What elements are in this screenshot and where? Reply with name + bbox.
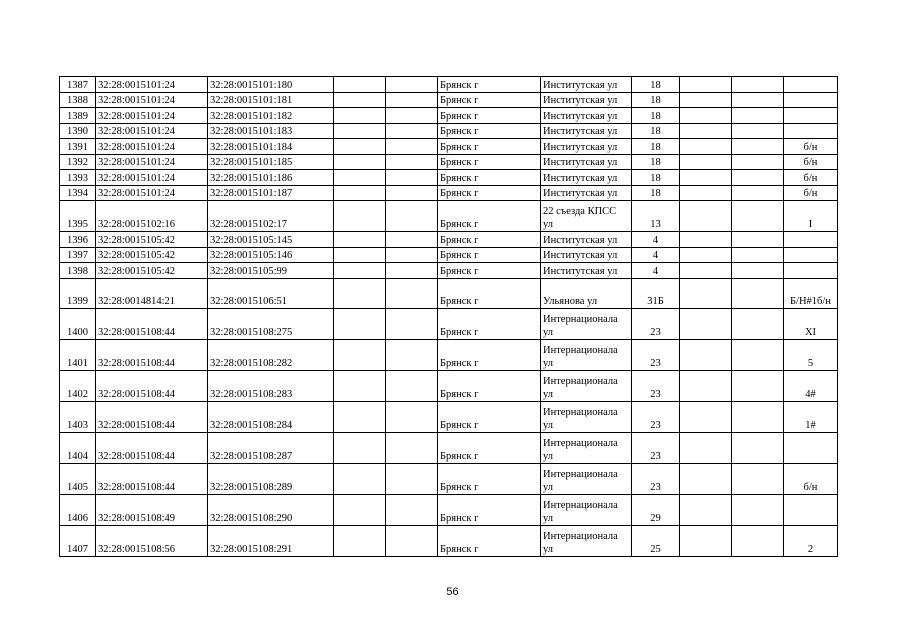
empty-cell xyxy=(732,494,784,525)
empty-cell xyxy=(386,123,438,139)
table-row xyxy=(60,247,838,263)
empty-cell xyxy=(334,278,386,308)
cadastral-object-cell: 32:28:0015105:99 xyxy=(208,263,334,279)
city-cell: Брянск г xyxy=(438,432,541,463)
city-cell: Брянск г xyxy=(438,494,541,525)
house-cell: 18 xyxy=(632,108,680,124)
apartment-cell xyxy=(784,123,838,139)
empty-cell xyxy=(334,108,386,124)
empty-cell xyxy=(386,201,438,232)
empty-cell xyxy=(386,92,438,108)
empty-cell xyxy=(680,494,732,525)
street-cell xyxy=(541,92,632,108)
house-cell: 23 xyxy=(632,463,680,494)
cadastral-object-cell: 32:28:0015108:282 xyxy=(208,339,334,370)
city-cell: Брянск г xyxy=(438,185,541,201)
table-row xyxy=(60,339,838,370)
row-number-cell: 1399 xyxy=(60,278,96,308)
empty-cell xyxy=(386,154,438,170)
cadastral-block-cell: 32:28:0015101:24 xyxy=(96,185,208,201)
empty-cell xyxy=(680,123,732,139)
cadastral-block-cell: 32:28:0015108:49 xyxy=(96,494,208,525)
city-cell: Брянск г xyxy=(438,247,541,263)
empty-cell xyxy=(732,123,784,139)
apartment-cell: 5 xyxy=(784,339,838,370)
street-cell xyxy=(541,278,632,308)
city-cell: Брянск г xyxy=(438,123,541,139)
cadastral-object-cell: 32:28:0015101:184 xyxy=(208,139,334,155)
table-row xyxy=(60,123,838,139)
empty-cell xyxy=(680,232,732,248)
empty-cell xyxy=(386,339,438,370)
city-cell: Брянск г xyxy=(438,108,541,124)
street-line: Институтская ул xyxy=(543,172,618,184)
empty-cell xyxy=(680,525,732,556)
street-cell xyxy=(541,263,632,279)
street-cell xyxy=(541,123,632,139)
cadastral-block-cell: 32:28:0015101:24 xyxy=(96,139,208,155)
house-cell: 25 xyxy=(632,525,680,556)
cadastral-block-cell: 32:28:0015101:24 xyxy=(96,123,208,139)
city-cell: Брянск г xyxy=(438,308,541,339)
empty-cell xyxy=(334,170,386,186)
street-cell xyxy=(541,339,632,370)
street-cell xyxy=(541,139,632,155)
row-number-cell: 1392 xyxy=(60,154,96,170)
street-line: Интернационала xyxy=(543,468,618,480)
empty-cell xyxy=(680,432,732,463)
empty-cell xyxy=(386,77,438,93)
apartment-cell: б/н xyxy=(784,139,838,155)
row-number-cell: 1394 xyxy=(60,185,96,201)
row-number-cell: 1391 xyxy=(60,139,96,155)
empty-cell xyxy=(732,170,784,186)
empty-cell xyxy=(334,525,386,556)
street-line: ул xyxy=(543,512,554,524)
street-cell xyxy=(541,370,632,401)
cadastral-block-cell: 32:28:0015108:44 xyxy=(96,308,208,339)
table-row xyxy=(60,263,838,279)
street-line: ул xyxy=(543,543,554,555)
street-line: ул xyxy=(543,357,554,369)
row-number-cell: 1401 xyxy=(60,339,96,370)
table-row xyxy=(60,170,838,186)
row-number-cell: 1395 xyxy=(60,201,96,232)
row-number-cell: 1405 xyxy=(60,463,96,494)
row-number-cell: 1390 xyxy=(60,123,96,139)
cadastral-block-cell: 32:28:0015101:24 xyxy=(96,170,208,186)
street-line: Институтская ул xyxy=(543,250,618,261)
empty-cell xyxy=(386,247,438,263)
empty-cell xyxy=(386,432,438,463)
table-row xyxy=(60,154,838,170)
street-line: Институтская ул xyxy=(543,79,618,91)
cadastral-object-cell: 32:28:0015108:284 xyxy=(208,401,334,432)
street-cell xyxy=(541,494,632,525)
house-cell: 29 xyxy=(632,494,680,525)
empty-cell xyxy=(680,370,732,401)
empty-cell xyxy=(334,92,386,108)
street-line: 22 съезда КПСС xyxy=(543,206,617,217)
street-cell xyxy=(541,108,632,124)
street-line: ул xyxy=(543,326,554,338)
cadastral-object-cell: 32:28:0015106:51 xyxy=(208,278,334,308)
empty-cell xyxy=(732,77,784,93)
cadastral-block-cell: 32:28:0015108:56 xyxy=(96,525,208,556)
empty-cell xyxy=(386,308,438,339)
street-cell xyxy=(541,432,632,463)
empty-cell xyxy=(386,494,438,525)
apartment-cell xyxy=(784,494,838,525)
empty-cell xyxy=(334,154,386,170)
registry-table xyxy=(59,76,838,557)
house-cell: 18 xyxy=(632,77,680,93)
empty-cell xyxy=(732,278,784,308)
empty-cell xyxy=(732,432,784,463)
house-cell: 4 xyxy=(632,232,680,248)
cadastral-object-cell: 32:28:0015105:146 xyxy=(208,247,334,263)
street-cell xyxy=(541,77,632,93)
house-cell: 18 xyxy=(632,92,680,108)
row-number-cell: 1407 xyxy=(60,525,96,556)
empty-cell xyxy=(334,247,386,263)
street-line: Интернационала xyxy=(543,499,618,511)
table-row xyxy=(60,401,838,432)
cadastral-block-cell: 32:28:0015108:44 xyxy=(96,370,208,401)
empty-cell xyxy=(334,232,386,248)
apartment-cell: 4# xyxy=(784,370,838,401)
cadastral-block-cell: 32:28:0015101:24 xyxy=(96,108,208,124)
cadastral-block-cell: 32:28:0015105:42 xyxy=(96,232,208,248)
apartment-cell xyxy=(784,92,838,108)
empty-cell xyxy=(732,247,784,263)
empty-cell xyxy=(334,339,386,370)
page-number: 56 xyxy=(446,586,459,598)
empty-cell xyxy=(334,201,386,232)
house-cell: 18 xyxy=(632,123,680,139)
apartment-cell: I xyxy=(784,201,838,232)
row-number-cell: 1398 xyxy=(60,263,96,279)
apartment-cell: 1# xyxy=(784,401,838,432)
street-line: Институтская ул xyxy=(543,265,618,277)
table-row xyxy=(60,463,838,494)
city-cell: Брянск г xyxy=(438,139,541,155)
empty-cell xyxy=(334,123,386,139)
empty-cell xyxy=(386,525,438,556)
house-cell: 23 xyxy=(632,308,680,339)
row-number-cell: 1402 xyxy=(60,370,96,401)
apartment-cell: б/н xyxy=(784,185,838,201)
empty-cell xyxy=(386,185,438,201)
street-cell xyxy=(541,185,632,201)
empty-cell xyxy=(334,263,386,279)
cadastral-block-cell: 32:28:0015108:44 xyxy=(96,401,208,432)
empty-cell xyxy=(386,401,438,432)
street-line: ул xyxy=(543,481,554,493)
apartment-cell xyxy=(784,108,838,124)
street-line: ул xyxy=(543,419,554,431)
cadastral-block-cell: 32:28:0015108:44 xyxy=(96,432,208,463)
table-row xyxy=(60,432,838,463)
street-cell xyxy=(541,170,632,186)
house-cell: 31Б xyxy=(632,278,680,308)
street-line: Институтская ул xyxy=(543,234,618,246)
apartment-cell: б/н xyxy=(784,463,838,494)
row-number-cell: 1400 xyxy=(60,308,96,339)
street-cell xyxy=(541,154,632,170)
city-cell: Брянск г xyxy=(438,77,541,93)
empty-cell xyxy=(680,139,732,155)
street-line: Интернационала xyxy=(543,406,618,418)
street-cell xyxy=(541,525,632,556)
empty-cell xyxy=(386,170,438,186)
empty-cell xyxy=(732,201,784,232)
street-line: Институтская ул xyxy=(543,110,618,122)
empty-cell xyxy=(732,154,784,170)
empty-cell xyxy=(732,370,784,401)
city-cell: Брянск г xyxy=(438,463,541,494)
city-cell: Брянск г xyxy=(438,92,541,108)
empty-cell xyxy=(680,185,732,201)
house-cell: 4 xyxy=(632,247,680,263)
empty-cell xyxy=(386,370,438,401)
street-cell xyxy=(541,308,632,339)
empty-cell xyxy=(334,185,386,201)
house-cell: 23 xyxy=(632,432,680,463)
empty-cell xyxy=(334,494,386,525)
street-line: ул xyxy=(543,388,554,400)
empty-cell xyxy=(732,139,784,155)
city-cell: Брянск г xyxy=(438,370,541,401)
apartment-cell xyxy=(784,432,838,463)
table-row xyxy=(60,185,838,201)
empty-cell xyxy=(334,139,386,155)
street-line: Институтская ул xyxy=(543,157,618,168)
table-row xyxy=(60,232,838,248)
empty-cell xyxy=(386,108,438,124)
street-cell xyxy=(541,201,632,232)
cadastral-object-cell: 32:28:0015108:290 xyxy=(208,494,334,525)
empty-cell xyxy=(732,108,784,124)
street-line: Интернационала xyxy=(543,313,618,325)
row-number-cell: 1403 xyxy=(60,401,96,432)
empty-cell xyxy=(680,263,732,279)
street-line: Институтская ул xyxy=(543,141,618,153)
cadastral-object-cell: 32:28:0015101:185 xyxy=(208,154,334,170)
row-number-cell: 1388 xyxy=(60,92,96,108)
empty-cell xyxy=(334,77,386,93)
cadastral-block-cell: 32:28:0015108:44 xyxy=(96,339,208,370)
empty-cell xyxy=(680,170,732,186)
street-line: ул xyxy=(543,219,554,230)
cadastral-block-cell: 32:28:0015105:42 xyxy=(96,263,208,279)
table-row xyxy=(60,108,838,124)
house-cell: 23 xyxy=(632,339,680,370)
empty-cell xyxy=(680,201,732,232)
empty-cell xyxy=(680,308,732,339)
street-line: Институтская ул xyxy=(543,188,618,199)
row-number-cell: 1393 xyxy=(60,170,96,186)
row-number-cell: 1389 xyxy=(60,108,96,124)
empty-cell xyxy=(386,463,438,494)
street-line: Институтская ул xyxy=(543,126,618,137)
house-cell: 23 xyxy=(632,370,680,401)
city-cell: Брянск г xyxy=(438,232,541,248)
cadastral-object-cell: 32:28:0015102:17 xyxy=(208,201,334,232)
table-row xyxy=(60,525,838,556)
cadastral-object-cell: 32:28:0015101:186 xyxy=(208,170,334,186)
empty-cell xyxy=(680,92,732,108)
street-line: Интернационала xyxy=(543,530,618,542)
cadastral-block-cell: 32:28:0014814:21 xyxy=(96,278,208,308)
cadastral-object-cell: 32:28:0015101:187 xyxy=(208,185,334,201)
house-cell: 23 xyxy=(632,401,680,432)
apartment-cell: 2 xyxy=(784,525,838,556)
empty-cell xyxy=(732,185,784,201)
empty-cell xyxy=(732,232,784,248)
empty-cell xyxy=(680,247,732,263)
empty-cell xyxy=(680,401,732,432)
cadastral-object-cell: 32:28:0015108:283 xyxy=(208,370,334,401)
table-row xyxy=(60,370,838,401)
house-cell: 4 xyxy=(632,263,680,279)
street-cell xyxy=(541,232,632,248)
cadastral-object-cell: 32:28:0015101:182 xyxy=(208,108,334,124)
empty-cell xyxy=(680,108,732,124)
apartment-cell: Б/Н#1б/н xyxy=(784,278,838,308)
apartment-cell xyxy=(784,263,838,279)
cadastral-block-cell: 32:28:0015101:24 xyxy=(96,92,208,108)
cadastral-object-cell: 32:28:0015101:181 xyxy=(208,92,334,108)
street-cell xyxy=(541,463,632,494)
empty-cell xyxy=(386,232,438,248)
cadastral-block-cell: 32:28:0015102:16 xyxy=(96,201,208,232)
empty-cell xyxy=(680,339,732,370)
table-body xyxy=(60,77,838,557)
city-cell: Брянск г xyxy=(438,170,541,186)
empty-cell xyxy=(680,463,732,494)
empty-cell xyxy=(680,278,732,308)
street-cell xyxy=(541,401,632,432)
apartment-cell: б/н xyxy=(784,170,838,186)
cadastral-block-cell: 32:28:0015101:24 xyxy=(96,154,208,170)
empty-cell xyxy=(334,432,386,463)
street-cell xyxy=(541,247,632,263)
empty-cell xyxy=(732,401,784,432)
cadastral-object-cell: 32:28:0015108:289 xyxy=(208,463,334,494)
empty-cell xyxy=(386,263,438,279)
empty-cell xyxy=(386,139,438,155)
city-cell: Брянск г xyxy=(438,525,541,556)
apartment-cell: XI xyxy=(784,308,838,339)
street-line: Интернационала xyxy=(543,437,618,449)
empty-cell xyxy=(732,525,784,556)
city-cell: Брянск г xyxy=(438,278,541,308)
house-cell: 18 xyxy=(632,170,680,186)
street-line: Интернационала xyxy=(543,344,618,356)
house-cell: 13 xyxy=(632,201,680,232)
apartment-cell xyxy=(784,77,838,93)
city-cell: Брянск г xyxy=(438,154,541,170)
cadastral-block-cell: 32:28:0015101:24 xyxy=(96,77,208,93)
row-number-cell: 1406 xyxy=(60,494,96,525)
table-row xyxy=(60,77,838,93)
table-row xyxy=(60,92,838,108)
empty-cell xyxy=(732,308,784,339)
empty-cell xyxy=(732,92,784,108)
empty-cell xyxy=(732,339,784,370)
row-number-cell: 1397 xyxy=(60,247,96,263)
empty-cell xyxy=(680,77,732,93)
street-line: ул xyxy=(543,450,554,462)
house-cell: 18 xyxy=(632,154,680,170)
apartment-cell xyxy=(784,247,838,263)
table-row xyxy=(60,278,838,308)
cadastral-object-cell: 32:28:0015108:287 xyxy=(208,432,334,463)
house-cell: 18 xyxy=(632,139,680,155)
city-cell: Брянск г xyxy=(438,201,541,232)
apartment-cell: б/н xyxy=(784,154,838,170)
empty-cell xyxy=(680,154,732,170)
row-number-cell: 1396 xyxy=(60,232,96,248)
empty-cell xyxy=(732,463,784,494)
cadastral-object-cell: 32:28:0015101:183 xyxy=(208,123,334,139)
table-row xyxy=(60,308,838,339)
row-number-cell: 1387 xyxy=(60,77,96,93)
table-row xyxy=(60,494,838,525)
house-cell: 18 xyxy=(632,185,680,201)
empty-cell xyxy=(334,401,386,432)
street-line: Ульянова ул xyxy=(543,295,598,307)
empty-cell xyxy=(334,370,386,401)
row-number-cell: 1404 xyxy=(60,432,96,463)
cadastral-object-cell: 32:28:0015108:275 xyxy=(208,308,334,339)
cadastral-block-cell: 32:28:0015108:44 xyxy=(96,463,208,494)
empty-cell xyxy=(334,308,386,339)
street-line: Институтская ул xyxy=(543,95,618,106)
empty-cell xyxy=(732,263,784,279)
cadastral-block-cell: 32:28:0015105:42 xyxy=(96,247,208,263)
street-line: Интернационала xyxy=(543,375,618,387)
empty-cell xyxy=(334,463,386,494)
city-cell: Брянск г xyxy=(438,339,541,370)
city-cell: Брянск г xyxy=(438,401,541,432)
empty-cell xyxy=(386,278,438,308)
apartment-cell xyxy=(784,232,838,248)
cadastral-object-cell: 32:28:0015108:291 xyxy=(208,525,334,556)
cadastral-object-cell: 32:28:0015101:180 xyxy=(208,77,334,93)
table-row xyxy=(60,201,838,232)
cadastral-object-cell: 32:28:0015105:145 xyxy=(208,232,334,248)
table-row xyxy=(60,139,838,155)
city-cell: Брянск г xyxy=(438,263,541,279)
